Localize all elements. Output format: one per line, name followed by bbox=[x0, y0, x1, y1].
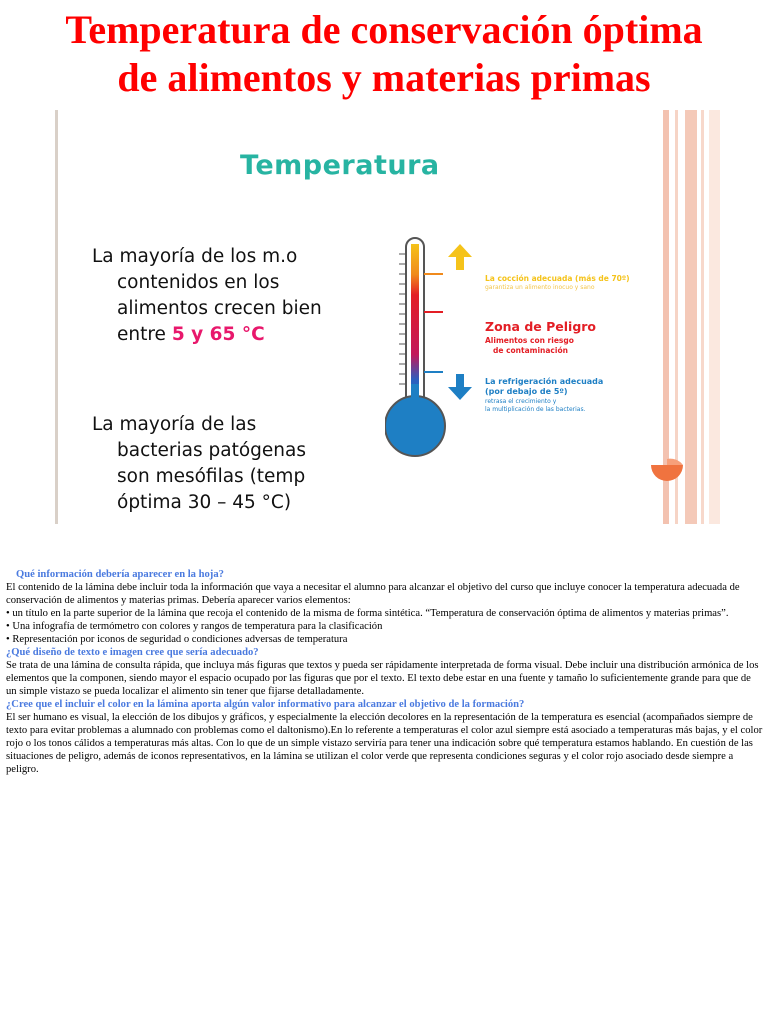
slide-paragraph-2-line-4: óptima 30 – 45 °C) bbox=[117, 492, 292, 513]
slide-paragraph-1-line-2: contenidos en los bbox=[117, 272, 280, 293]
cooking-sublabel: garantiza un alimento inocuo y sano bbox=[485, 284, 595, 291]
slide-left-border bbox=[55, 110, 58, 524]
fridge-label-4: la multiplicación de las bacterias. bbox=[485, 406, 586, 413]
bullet-3: • Representación por iconos de seguridad o condiciones adversas de temperatura bbox=[6, 634, 348, 645]
slide-paragraph-1-line-3: alimentos crecen bien bbox=[117, 298, 322, 319]
up-arrow-icon bbox=[447, 242, 473, 272]
question-2: ¿Qué diseño de texto e imagen cree que sería adecuado? bbox=[6, 647, 259, 658]
question-1: Qué información debería aparecer en la hoja? bbox=[16, 569, 224, 580]
fridge-label-1: La refrigeración adecuada bbox=[485, 377, 604, 386]
document-body bbox=[6, 568, 764, 776]
half-circle-decoration bbox=[649, 457, 687, 489]
temperature-range-highlight: 5 y 65 °C bbox=[171, 324, 265, 345]
slide-heading: Temperatura bbox=[240, 150, 440, 181]
slide-paragraph-2-line-1: La mayoría de las bbox=[92, 414, 257, 435]
slide-paragraph-1-line-4 bbox=[117, 322, 265, 348]
fridge-label-2: (por debajo de 5º) bbox=[485, 387, 568, 396]
temperature-slide-image bbox=[55, 110, 720, 524]
fridge-label-3: retrasa el crecimiento y bbox=[485, 398, 557, 405]
slide-paragraph-2-line-2: bacterias patógenas bbox=[117, 440, 306, 461]
down-arrow-icon bbox=[447, 372, 473, 402]
title-line-1: Temperatura de conservación óptima bbox=[65, 7, 703, 52]
answer-3: El ser humano es visual, la elección de los dibujos y gráficos, y especialmente la elección decolores en la representación de la temperatura es esencial (acompañados siempre de texto para evitar problemas a alumnado con problemas como el daltonismo).En lo referente a temperaturas el color azul siempre está asociado a temperaturas más bajas, y el color rojo o los tonos cálidos a temperaturas más altas. Con lo que de un simple vistazo serviría para tener una indicación sobre qué temperatura estamos hablando. En cuestión de las situaciones de peligro, además de iconos representativos, en la lámina se utilizan el color verde que representa condiciones seguras y el color rojo asociado desde siempre a peligro. bbox=[6, 712, 763, 775]
thermometer-icon bbox=[385, 234, 455, 464]
danger-zone-sub-2: de contaminación bbox=[493, 346, 568, 355]
cooking-label: La cocción adecuada (más de 70º) bbox=[485, 274, 630, 283]
title-line-2: de alimentos y materias primas bbox=[117, 55, 651, 100]
danger-zone-sub-1: Alimentos con riesgo bbox=[485, 336, 574, 345]
page-title bbox=[0, 6, 768, 102]
bullet-1: • un título en la parte superior de la lámina que recoja el contenido de la misma de forma sintética. “Temperatura de conservación óptima de alimentos y materias primas”. bbox=[6, 608, 729, 619]
bullet-2: • Una infografía de termómetro con colores y rangos de temperatura para la clasificación bbox=[6, 621, 383, 632]
slide-paragraph-1-line-1: La mayoría de los m.o bbox=[92, 246, 298, 267]
answer-1: El contenido de la lámina debe incluir toda la información que vaya a necesitar el alumno para alcanzar el objetivo del curso que incluye conocer la temperatura adecuada de conservación de alimentos y materias primas. Debería aparecer varios elementos: bbox=[6, 582, 740, 606]
question-3: ¿Cree que el incluir el color en la lámina aporta algún valor informativo para alcanzar el objetivo de la formación? bbox=[6, 699, 525, 710]
slide-paragraph-1-line-4-text: entre bbox=[117, 324, 172, 345]
slide-paragraph-2-line-3: son mesófilas (temp bbox=[117, 466, 306, 487]
danger-zone-title: Zona de Peligro bbox=[485, 319, 597, 334]
answer-2: Se trata de una lámina de consulta rápida, que incluya más figuras que textos y pueda ser rápidamente interpretada de forma visual. Debe incluir una distribución armónica de los elementos que la componen, siendo mayor el espacio ocupado por las figuras que por el texto. El texto debe estar en una fuente y tamaño lo suficientemente grande para que de un simple vistazo se pueda localizar el alimento sin tener que fijarse detalladamente. bbox=[6, 660, 759, 697]
